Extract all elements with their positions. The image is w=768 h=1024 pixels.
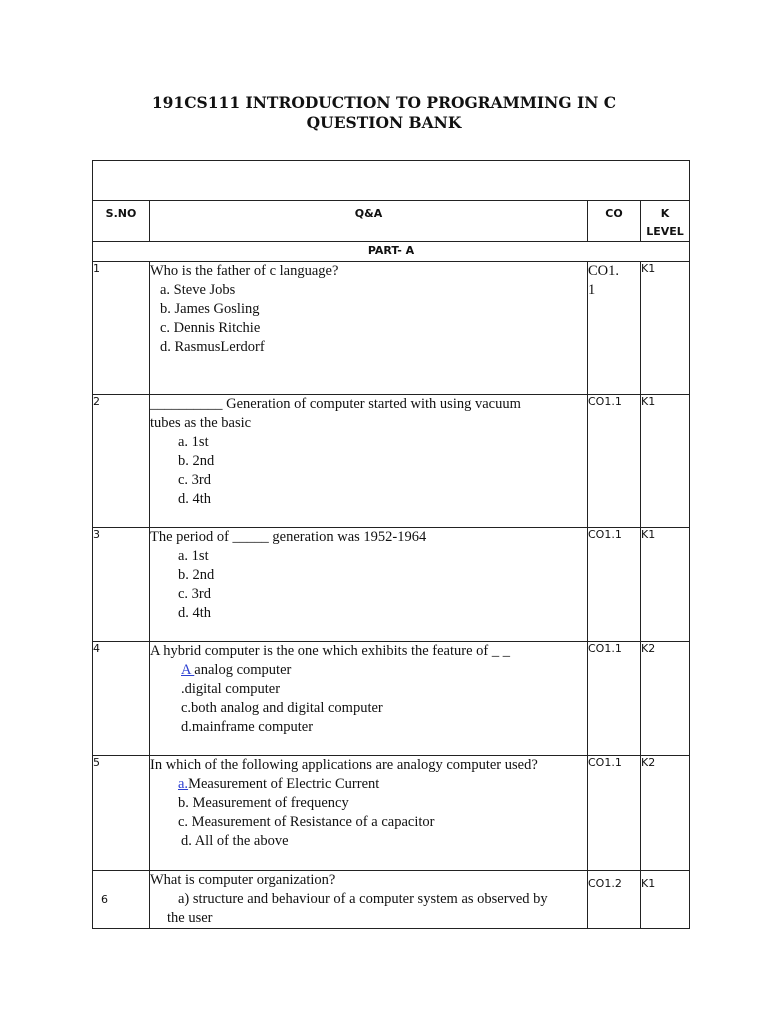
- option-text: analog computer: [194, 662, 292, 678]
- option: a) structure and behaviour of a computer system as observed by: [178, 891, 548, 907]
- table-blank-row: [93, 161, 690, 201]
- table-row: [93, 528, 690, 642]
- question-text-cont: tubes as the basic: [150, 415, 252, 431]
- option: a. 1st: [178, 548, 209, 564]
- row-k-level: K1: [641, 262, 690, 395]
- row-k-level: K1: [641, 528, 690, 642]
- part-a-row: [93, 242, 690, 262]
- option: b. 2nd: [178, 567, 215, 583]
- table-row: [93, 395, 690, 528]
- option: c. 3rd: [178, 586, 212, 602]
- row-co: CO1.1: [588, 395, 641, 528]
- table-row: [93, 871, 690, 929]
- header-qa: Q&A: [354, 207, 383, 220]
- question-bank-table: [92, 160, 690, 929]
- question-text: __________ Generation of computer started with using vacuum: [150, 396, 521, 412]
- row-question-cell: [150, 528, 588, 642]
- row-question-cell: [150, 395, 588, 528]
- row-sno: 4: [93, 642, 150, 756]
- row-k-level: K1: [641, 395, 690, 528]
- option: [150, 775, 587, 794]
- row-question-cell: [150, 262, 588, 395]
- option-text: Measurement of Electric Current: [188, 776, 380, 792]
- document-title: [0, 93, 768, 133]
- option: d. 4th: [178, 605, 212, 621]
- option: b. Measurement of frequency: [178, 795, 349, 811]
- option: [150, 661, 587, 680]
- table-row: [93, 262, 690, 395]
- row-k-level: K2: [641, 642, 690, 756]
- row-sno: 5: [93, 756, 150, 871]
- option: d. RasmusLerdorf: [160, 339, 265, 355]
- option-cont: the user: [167, 910, 213, 926]
- option: d.mainframe computer: [181, 719, 314, 735]
- row-question-cell: [150, 642, 588, 756]
- row-co: [588, 262, 641, 395]
- option: a. 1st: [178, 434, 209, 450]
- option: c. Dennis Ritchie: [160, 320, 261, 336]
- co-value: CO1.: [588, 263, 620, 279]
- row-co: CO1.1: [588, 642, 641, 756]
- header-k-level: [641, 201, 689, 241]
- option: d. 4th: [178, 491, 212, 507]
- option-link[interactable]: a.: [178, 776, 189, 792]
- question-text: The period of _____ generation was 1952-1964: [150, 529, 427, 545]
- title-course: 191CS111 INTRODUCTION TO PROGRAMMING IN C: [151, 93, 617, 112]
- part-a-label: PART- A: [93, 242, 690, 262]
- table-row: [93, 756, 690, 871]
- option: a. Steve Jobs: [160, 282, 236, 298]
- question-text: A hybrid computer is the one which exhibits the feature of _ _: [150, 643, 510, 659]
- row-co: CO1.2: [588, 871, 641, 929]
- option: b. James Gosling: [160, 301, 260, 317]
- row-sno: 6: [93, 871, 150, 929]
- table-row: [93, 642, 690, 756]
- question-text: In which of the following applications are analogy computer used?: [150, 757, 538, 773]
- table-header-row: [93, 201, 690, 242]
- row-question-cell: [150, 871, 588, 929]
- row-question-cell: [150, 756, 588, 871]
- header-sno: S.NO: [105, 207, 137, 220]
- option-link[interactable]: A: [181, 662, 195, 678]
- co-value-cont: 1: [588, 282, 596, 298]
- title-question-bank: QUESTION BANK: [306, 113, 462, 132]
- row-sno: 1: [93, 262, 150, 395]
- row-sno: 3: [93, 528, 150, 642]
- question-text: What is computer organization?: [150, 872, 336, 888]
- row-co: CO1.1: [588, 756, 641, 871]
- row-k-level: K1: [641, 871, 690, 929]
- option: .digital computer: [181, 681, 281, 697]
- option: d. All of the above: [181, 833, 289, 849]
- option: b. 2nd: [178, 453, 215, 469]
- row-k-level: K2: [641, 756, 690, 871]
- header-co: CO: [605, 207, 623, 220]
- option: c. 3rd: [178, 472, 212, 488]
- header-level: LEVEL: [646, 225, 684, 238]
- option: c.both analog and digital computer: [181, 700, 383, 716]
- row-sno: 2: [93, 395, 150, 528]
- question-text: Who is the father of c language?: [150, 263, 339, 279]
- row-co: CO1.1: [588, 528, 641, 642]
- option: c. Measurement of Resistance of a capacitor: [178, 814, 435, 830]
- header-k: K: [660, 207, 670, 220]
